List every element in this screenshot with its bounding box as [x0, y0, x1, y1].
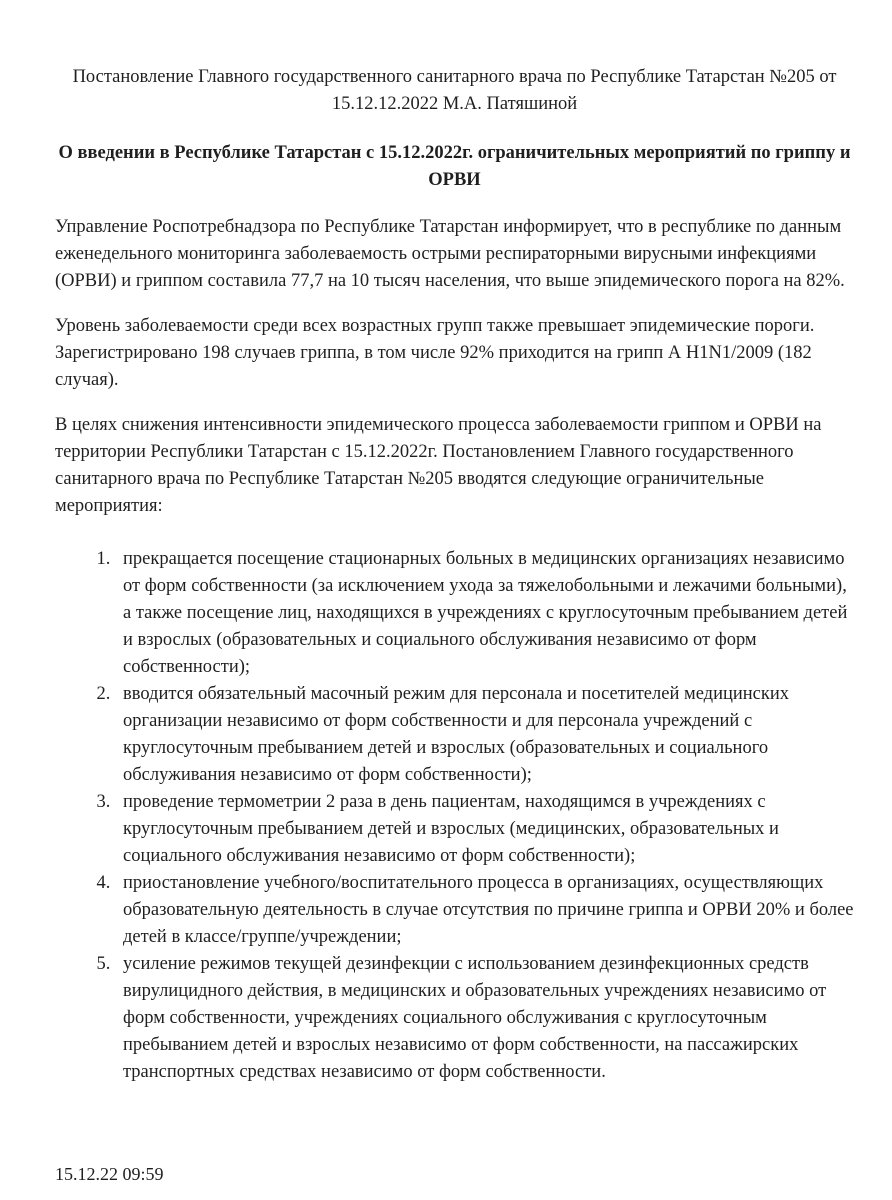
list-item-measure-4: 4. приостановление учебного/воспитательного процесса в организациях, осуществляющих образовательную деятельность в случае отсутствия по причине гриппа и ОРВИ 20% и более детей в классе/группе/учреждении; — [115, 870, 854, 951]
paragraph-measures-intro: В целях снижения интенсивности эпидемического процесса заболеваемости гриппом и ОРВИ на территории Республики Татарстан с 15.12.2022г. Постановлением Главного государственного санитарного врача по Республике Татарстан №205 вводятся следующие ограничительные мероприятия: — [55, 415, 822, 516]
subject-heading: О введении в Республике Татарстан с 15.12.2022г. ограничительных мероприятий по гриппу и ОРВИ — [58, 143, 851, 190]
document-title: Постановление Главного государственного санитарного врача по Республике Татарстан №205 от 15.12.12.2022 М.А. Патяшиной — [72, 67, 837, 114]
paragraph-incidence-report: Управление Роспотребнадзора по Республике Татарстан информирует, что в республике по данным еженедельного мониторинга заболеваемость острыми респираторными вирусными инфекциями (ОРВИ) и гриппом составила 77,7 на 10 тысяч населения, что выше эпидемического порога на 82%. — [55, 217, 845, 291]
measures-list — [55, 546, 854, 1086]
list-item-measure-5: 5. усиление режимов текущей дезинфекции с использованием дезинфекционных средств вирулицидного действия, в медицинских и образовательных учреждениях независимо от форм собственности, учреждениях социального обслуживания с круглосуточным пребыванием детей и взрослых независимо от форм собственности, на пассажирских транспортных средствах независимо от форм собственности. — [115, 951, 854, 1086]
footer-timestamp: 15.12.22 09:59 — [55, 1164, 164, 1184]
list-item-measure-2: 2. вводится обязательный масочный режим для персонала и посетителей медицинских организации независимо от форм собственности и для персонала учреждений с круглосуточным пребыванием детей и взрослых (образовательных и социального обслуживания независимо от форм собственности); — [115, 681, 854, 789]
paragraph-age-groups: Уровень заболеваемости среди всех возрастных групп также превышает эпидемические пороги. Зарегистрировано 198 случаев гриппа, в том числе 92% приходится на грипп А H1N1/2009 (182 случая). — [55, 316, 815, 390]
list-item-measure-3: 3. проведение термометрии 2 раза в день пациентам, находящимся в учреждениях с круглосуточным пребыванием детей и взрослых (медицинских, образовательных и социального обслуживания независимо от форм собственности); — [115, 789, 854, 870]
list-item-measure-1: 1. прекращается посещение стационарных больных в медицинских организациях независимо от форм собственности (за исключением ухода за тяжелобольными и лежачими больными), а также посещение лиц, находящихся в учреждениях с круглосуточным пребыванием детей и взрослых (образовательных и социального обслуживания независимо от форм собственности); — [115, 546, 854, 681]
